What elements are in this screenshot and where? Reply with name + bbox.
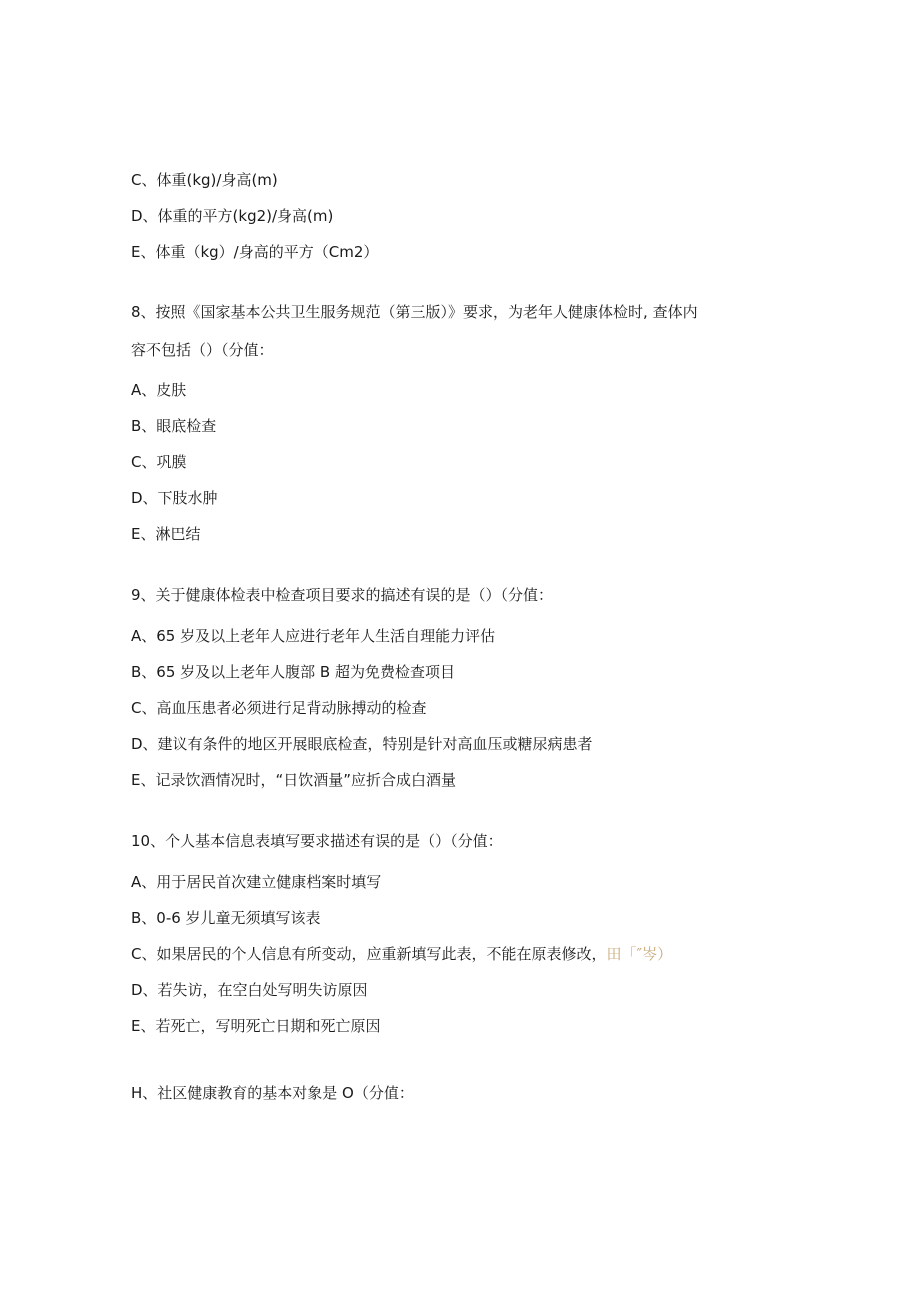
q8-option-b: B、眼底检查 xyxy=(131,417,217,435)
prev-option-c: C、体重(kg)/身高(m) xyxy=(131,171,278,189)
q9-option-d: D、建议有条件的地区开展眼底检查，特别是针对高血压或糖尿病患者 xyxy=(131,735,593,753)
q8-option-d: D、下肢水肿 xyxy=(131,489,218,507)
q10-option-e: E、若死亡，写明死亡日期和死亡原因 xyxy=(131,1017,381,1035)
q8-option-a: A、皮肤 xyxy=(131,381,187,399)
q10-option-c xyxy=(131,944,672,964)
q8-stem-line2: 容不包括（）（分值： xyxy=(131,341,274,359)
q9-option-c: C、高血压患者必须进行足背动脉搏动的检查 xyxy=(131,699,427,717)
q10-option-c-artifact: 田「″岑） xyxy=(606,945,673,963)
q8-stem-line1: 8、按照《国家基本公共卫生服务规范（第三版）》要求，为老年人健康体检时, 查体内 xyxy=(131,303,698,321)
prev-option-e: E、体重（kg）/身高的平方（Cm2） xyxy=(131,243,379,261)
q9-option-b: B、65 岁及以上老年人腹部 B 超为免费检查项目 xyxy=(131,663,455,681)
q11-stem: H、社区健康教育的基本对象是 O（分值： xyxy=(131,1084,414,1102)
prev-option-d: D、体重的平方(kg2)/身高(m) xyxy=(131,207,334,225)
q8-option-e: E、淋巴结 xyxy=(131,525,201,543)
q9-stem: 9、关于健康体检表中检查项目要求的搞述有误的是（）（分值： xyxy=(131,586,554,604)
q9-option-e: E、记录饮酒情况时，“日饮酒量”应折合成白酒量 xyxy=(131,771,457,789)
q10-stem: 10、个人基本信息表填写要求描述有误的是（）（分值： xyxy=(131,832,503,850)
q10-option-d: D、若失访，在空白处写明失访原因 xyxy=(131,981,368,999)
q10-option-c-text: C、如果居民的个人信息有所变动，应重新填写此表，不能在原表修改， xyxy=(131,945,607,963)
q8-option-c: C、巩膜 xyxy=(131,453,187,471)
q10-option-a: A、用于居民首次建立健康档案时填写 xyxy=(131,873,382,891)
q9-option-a: A、65 岁及以上老年人应进行老年人生活自理能力评估 xyxy=(131,627,496,645)
q10-option-b: B、0-6 岁儿童无须填写该表 xyxy=(131,909,321,927)
